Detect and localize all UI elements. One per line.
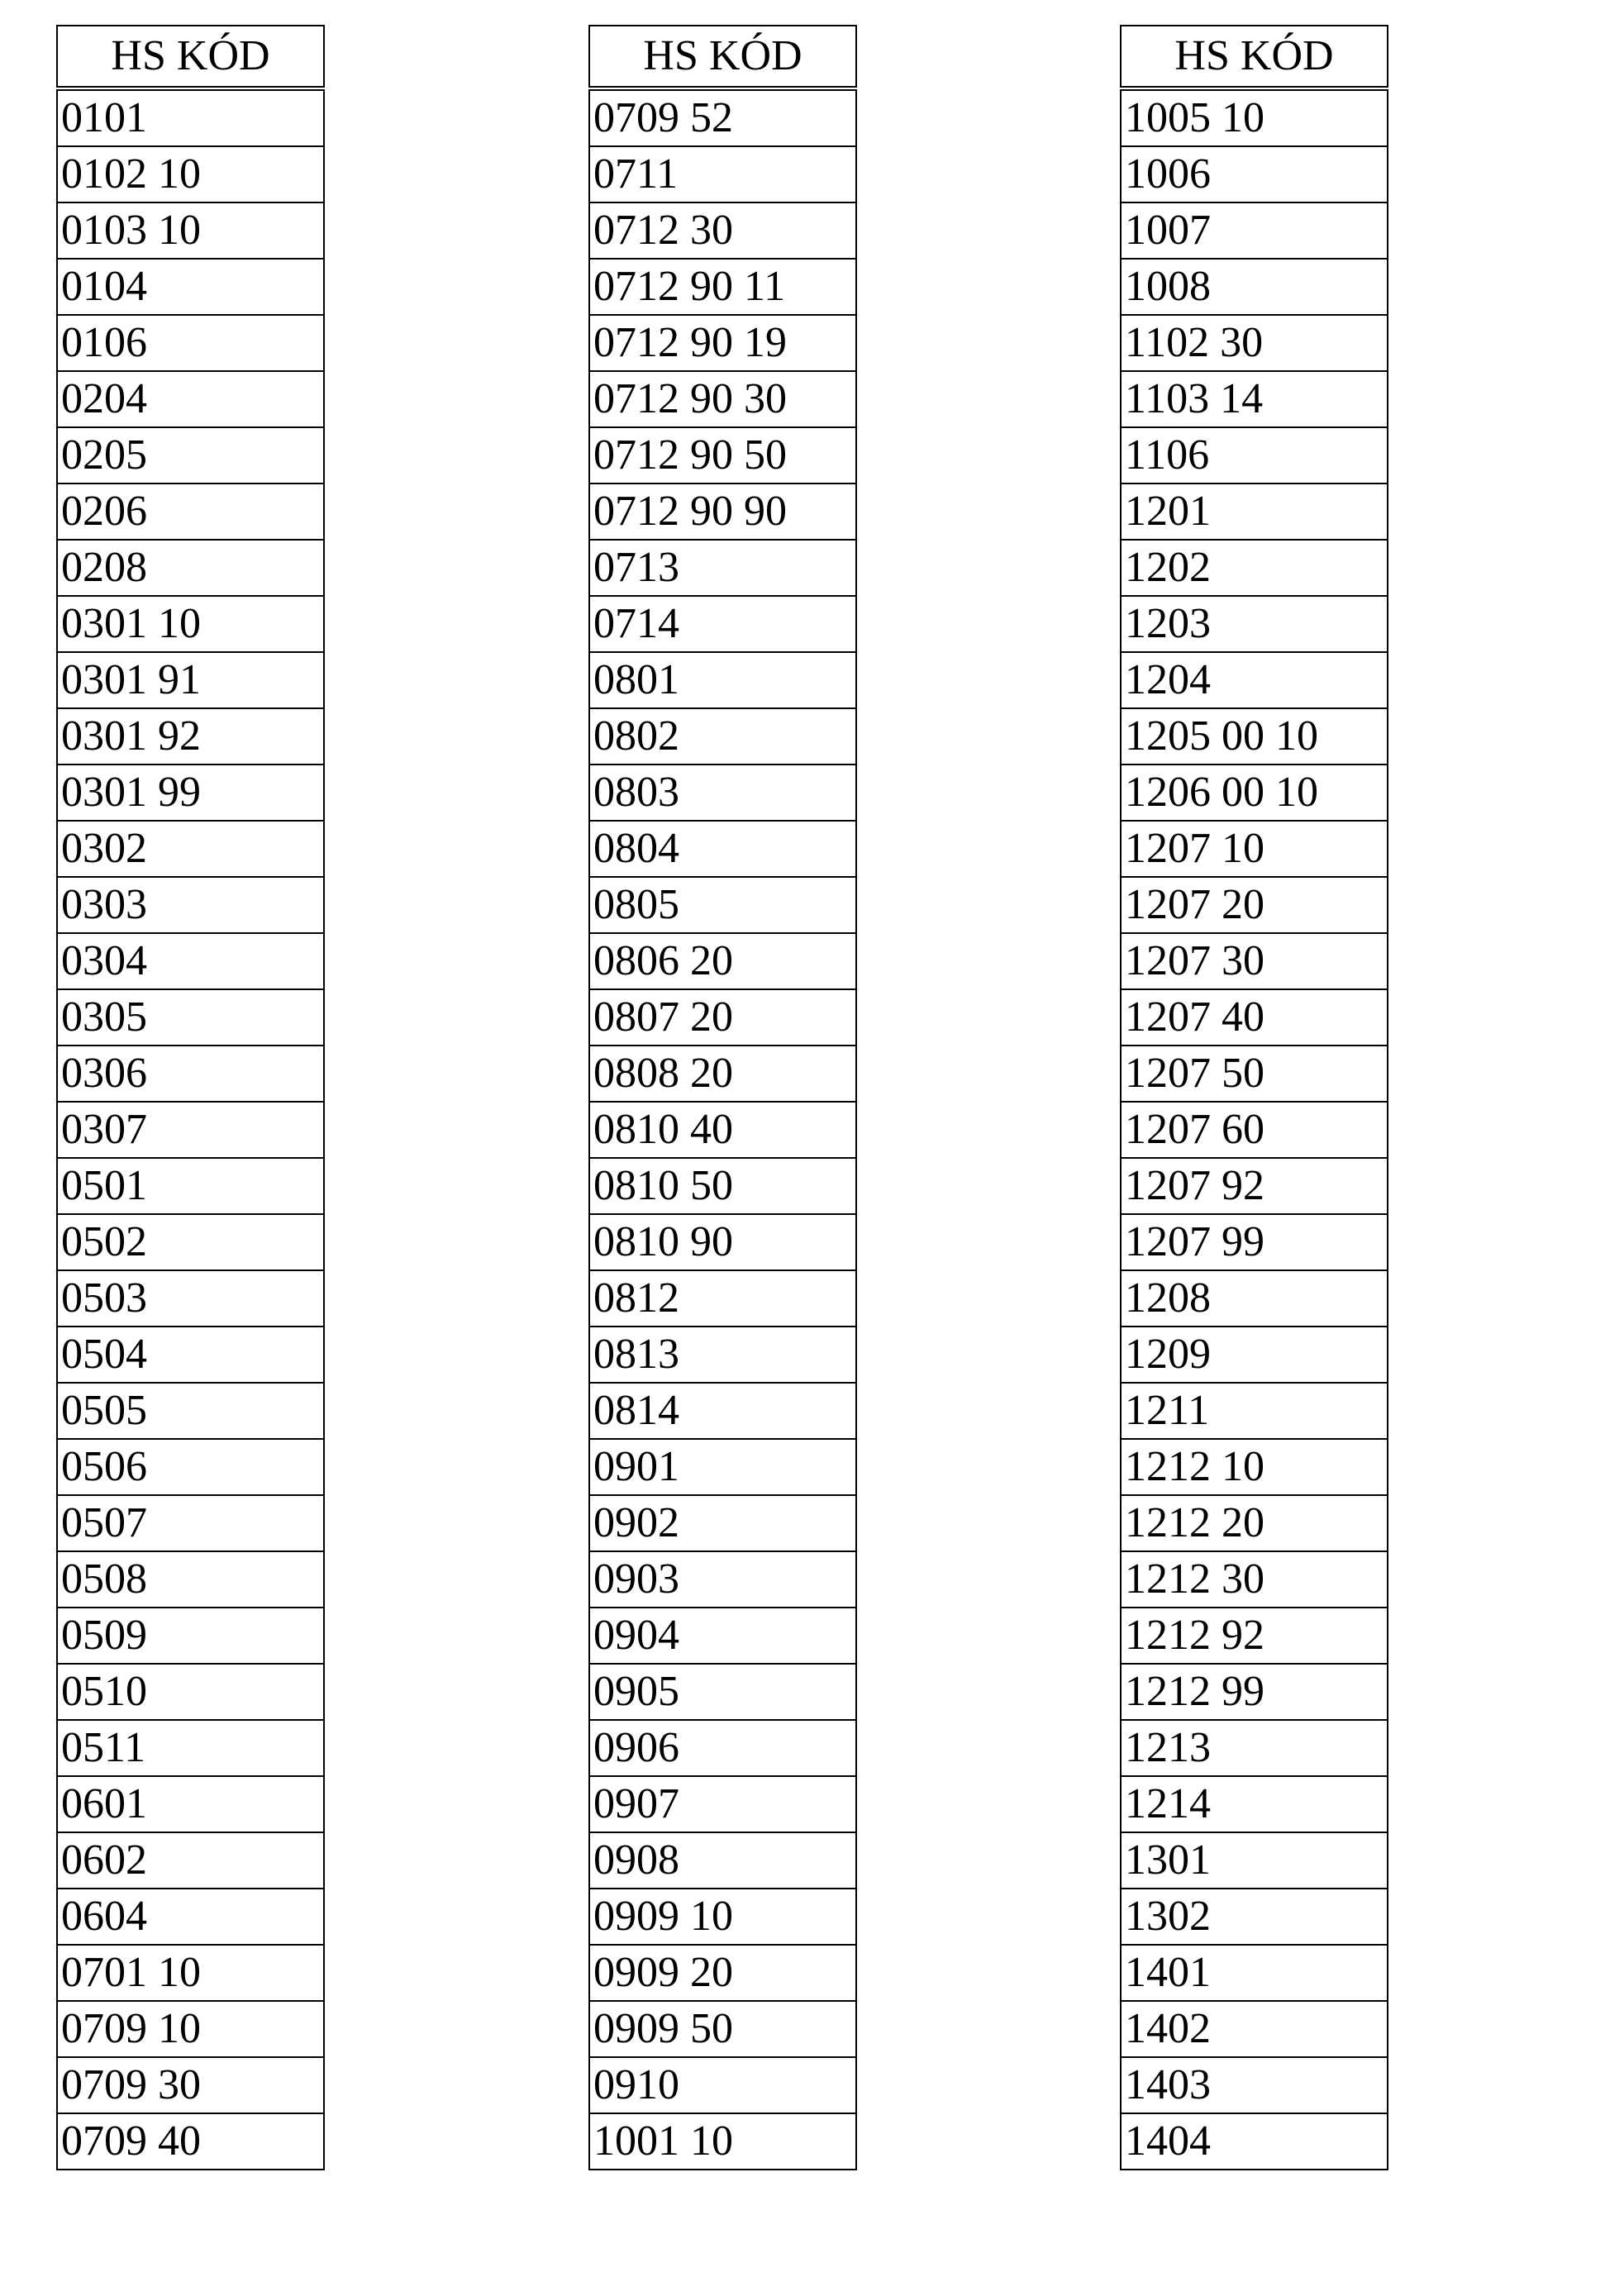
table-row — [589, 2113, 856, 2170]
table-row — [1121, 2057, 1388, 2113]
hs-code-cell: 1207 92 — [1121, 1158, 1388, 1214]
table-row — [589, 596, 856, 652]
hs-code-cell: 1301 — [1121, 1832, 1388, 1889]
table-row — [589, 1214, 856, 1270]
hs-code-cell: 0711 — [589, 146, 856, 202]
table-row — [1121, 88, 1388, 146]
hs-code-cell: 0304 — [57, 933, 324, 989]
table-row — [1121, 1327, 1388, 1383]
hs-code-cell: 1006 — [1121, 146, 1388, 202]
hs-code-cell: 0709 40 — [57, 2113, 324, 2170]
table-row — [57, 1495, 324, 1551]
hs-code-cell: 0501 — [57, 1158, 324, 1214]
hs-code-cell: 0301 99 — [57, 765, 324, 821]
hs-code-cell: 0709 30 — [57, 2057, 324, 2113]
table-row — [589, 427, 856, 483]
table-row — [589, 1832, 856, 1889]
table-row — [1121, 821, 1388, 877]
hs-code-cell: 0509 — [57, 1608, 324, 1664]
table-row — [1121, 1046, 1388, 1102]
table-row — [1121, 1551, 1388, 1608]
table-row — [589, 1776, 856, 1832]
table-row — [57, 427, 324, 483]
table-row — [589, 1664, 856, 1720]
hs-code-cell: 1212 99 — [1121, 1664, 1388, 1720]
hs-code-cell: 0507 — [57, 1495, 324, 1551]
hs-code-cell: 1214 — [1121, 1776, 1388, 1832]
hs-code-cell: 0712 90 30 — [589, 371, 856, 427]
hs-code-cell: 1207 99 — [1121, 1214, 1388, 1270]
table-row — [1121, 259, 1388, 315]
hs-code-cell: 1201 — [1121, 483, 1388, 540]
hs-code-table-2 — [588, 25, 857, 2170]
table-row — [57, 1608, 324, 1664]
table-row — [57, 1551, 324, 1608]
table-row — [57, 596, 324, 652]
table-row — [57, 1832, 324, 1889]
table-row — [589, 1889, 856, 1945]
table-row — [589, 2057, 856, 2113]
column-header: HS KÓD — [57, 26, 324, 88]
hs-code-cell: 1207 10 — [1121, 821, 1388, 877]
table-row — [1121, 483, 1388, 540]
hs-code-cell: 1206 00 10 — [1121, 765, 1388, 821]
table-row — [589, 652, 856, 708]
hs-code-table-3 — [1120, 25, 1388, 2170]
table-row — [1121, 371, 1388, 427]
table-row — [1121, 1720, 1388, 1776]
table-row — [57, 1720, 324, 1776]
hs-code-cell: 0205 — [57, 427, 324, 483]
hs-code-cell: 1402 — [1121, 2001, 1388, 2057]
table-row — [589, 708, 856, 765]
hs-code-cell: 1207 40 — [1121, 989, 1388, 1046]
table-row — [589, 2001, 856, 2057]
hs-code-cell: 0810 50 — [589, 1158, 856, 1214]
table-row — [57, 371, 324, 427]
hs-code-cell: 0505 — [57, 1383, 324, 1439]
table-row — [1121, 1158, 1388, 1214]
hs-code-cell: 1212 92 — [1121, 1608, 1388, 1664]
hs-code-cell: 0803 — [589, 765, 856, 821]
hs-code-cell: 1202 — [1121, 540, 1388, 596]
hs-code-cell: 0909 20 — [589, 1945, 856, 2001]
hs-code-cell: 0103 10 — [57, 202, 324, 259]
hs-code-cell: 0714 — [589, 596, 856, 652]
hs-code-cell: 0908 — [589, 1832, 856, 1889]
hs-code-cell: 1401 — [1121, 1945, 1388, 2001]
hs-code-cell: 0804 — [589, 821, 856, 877]
table-row — [589, 933, 856, 989]
hs-code-cell: 0901 — [589, 1439, 856, 1495]
table-row — [1121, 1832, 1388, 1889]
hs-code-cell: 0805 — [589, 877, 856, 933]
table-row — [57, 88, 324, 146]
hs-code-cell: 0712 90 50 — [589, 427, 856, 483]
hs-code-cell: 1001 10 — [589, 2113, 856, 2170]
table-row — [589, 540, 856, 596]
hs-code-cell: 0305 — [57, 989, 324, 1046]
hs-code-cell: 0709 10 — [57, 2001, 324, 2057]
table-row — [589, 1383, 856, 1439]
table-row — [1121, 1664, 1388, 1720]
table-row — [589, 1551, 856, 1608]
hs-code-cell: 1207 60 — [1121, 1102, 1388, 1158]
hs-code-cell: 0303 — [57, 877, 324, 933]
table-row — [57, 877, 324, 933]
hs-code-cell: 0810 40 — [589, 1102, 856, 1158]
table-row — [57, 1102, 324, 1158]
hs-code-cell: 0208 — [57, 540, 324, 596]
hs-code-cell: 0806 20 — [589, 933, 856, 989]
table-row — [589, 483, 856, 540]
table-body — [589, 88, 856, 2170]
table-row — [57, 1214, 324, 1270]
hs-code-cell: 0510 — [57, 1664, 324, 1720]
table-row — [1121, 1383, 1388, 1439]
table-row — [57, 1889, 324, 1945]
hs-code-cell: 0503 — [57, 1270, 324, 1327]
hs-code-cell: 0602 — [57, 1832, 324, 1889]
hs-code-cell: 1213 — [1121, 1720, 1388, 1776]
table-row — [1121, 315, 1388, 371]
hs-code-cell: 0301 91 — [57, 652, 324, 708]
hs-code-cell: 1205 00 10 — [1121, 708, 1388, 765]
hs-code-cell: 0306 — [57, 1046, 324, 1102]
table-row — [589, 821, 856, 877]
table-row — [1121, 1439, 1388, 1495]
column-header: HS KÓD — [589, 26, 856, 88]
table-row — [589, 146, 856, 202]
table-row — [57, 652, 324, 708]
hs-code-cell: 0812 — [589, 1270, 856, 1327]
hs-code-cell: 1207 20 — [1121, 877, 1388, 933]
table-row — [57, 2057, 324, 2113]
table-row — [57, 1046, 324, 1102]
hs-code-cell: 0906 — [589, 1720, 856, 1776]
table-row — [589, 88, 856, 146]
hs-code-cell: 1212 30 — [1121, 1551, 1388, 1608]
table-row — [57, 315, 324, 371]
table-row — [57, 1270, 324, 1327]
hs-code-cell: 0302 — [57, 821, 324, 877]
hs-code-cell: 1208 — [1121, 1270, 1388, 1327]
table-row — [57, 1327, 324, 1383]
hs-code-cell: 1212 10 — [1121, 1439, 1388, 1495]
table-row — [1121, 877, 1388, 933]
hs-code-cell: 0712 90 90 — [589, 483, 856, 540]
hs-code-cell: 0502 — [57, 1214, 324, 1270]
hs-code-cell: 1106 — [1121, 427, 1388, 483]
hs-code-cell: 0102 10 — [57, 146, 324, 202]
table-row — [57, 1945, 324, 2001]
table-row — [589, 1720, 856, 1776]
hs-code-cell: 0506 — [57, 1439, 324, 1495]
hs-code-cell: 0701 10 — [57, 1945, 324, 2001]
hs-code-cell: 0307 — [57, 1102, 324, 1158]
table-row — [1121, 1102, 1388, 1158]
table-row — [589, 1439, 856, 1495]
hs-code-cell: 0907 — [589, 1776, 856, 1832]
table-row — [57, 1383, 324, 1439]
table-body — [57, 88, 324, 2170]
hs-code-cell: 0902 — [589, 1495, 856, 1551]
hs-code-cell: 0909 50 — [589, 2001, 856, 2057]
table-row — [589, 315, 856, 371]
hs-code-cell: 0814 — [589, 1383, 856, 1439]
hs-code-cell: 1207 50 — [1121, 1046, 1388, 1102]
table-row — [1121, 146, 1388, 202]
table-row — [1121, 933, 1388, 989]
table-row — [1121, 427, 1388, 483]
table-row — [1121, 2001, 1388, 2057]
table-row — [57, 1158, 324, 1214]
table-row — [1121, 596, 1388, 652]
table-row — [57, 708, 324, 765]
table-body — [1121, 88, 1388, 2170]
hs-code-cell: 0712 90 19 — [589, 315, 856, 371]
table-row — [1121, 1608, 1388, 1664]
hs-code-cell: 0807 20 — [589, 989, 856, 1046]
table-row — [1121, 1776, 1388, 1832]
table-row — [589, 1945, 856, 2001]
hs-code-cell: 1005 10 — [1121, 88, 1388, 146]
hs-code-cell: 0909 10 — [589, 1889, 856, 1945]
table-row — [589, 1102, 856, 1158]
table-row — [1121, 708, 1388, 765]
hs-code-cell: 0713 — [589, 540, 856, 596]
table-row — [1121, 989, 1388, 1046]
hs-code-cell: 0709 52 — [589, 88, 856, 146]
hs-code-cell: 0903 — [589, 1551, 856, 1608]
table-row — [1121, 765, 1388, 821]
table-row — [57, 989, 324, 1046]
table-row — [1121, 202, 1388, 259]
table-row — [589, 202, 856, 259]
table-row — [589, 1495, 856, 1551]
hs-code-cell: 1102 30 — [1121, 315, 1388, 371]
hs-code-cell: 1302 — [1121, 1889, 1388, 1945]
column-header: HS KÓD — [1121, 26, 1388, 88]
table-row — [1121, 1495, 1388, 1551]
table-row — [57, 2113, 324, 2170]
hs-code-cell: 1209 — [1121, 1327, 1388, 1383]
hs-code-cell: 1008 — [1121, 259, 1388, 315]
hs-code-cell: 0104 — [57, 259, 324, 315]
table-row — [589, 259, 856, 315]
hs-code-cell: 1212 20 — [1121, 1495, 1388, 1551]
hs-code-cell: 0504 — [57, 1327, 324, 1383]
hs-code-cell: 0810 90 — [589, 1214, 856, 1270]
hs-code-cell: 0802 — [589, 708, 856, 765]
table-row — [1121, 1270, 1388, 1327]
hs-code-cell: 0601 — [57, 1776, 324, 1832]
hs-code-cell: 0904 — [589, 1608, 856, 1664]
table-row — [57, 540, 324, 596]
hs-code-cell: 1203 — [1121, 596, 1388, 652]
table-row — [589, 1046, 856, 1102]
table-row — [1121, 1945, 1388, 2001]
hs-code-cell: 0301 92 — [57, 708, 324, 765]
hs-code-cell: 1404 — [1121, 2113, 1388, 2170]
hs-code-cell: 0905 — [589, 1664, 856, 1720]
table-row — [1121, 540, 1388, 596]
hs-code-cell: 0206 — [57, 483, 324, 540]
table-row — [1121, 1214, 1388, 1270]
hs-code-cell: 1207 30 — [1121, 933, 1388, 989]
table-row — [1121, 1889, 1388, 1945]
table-row — [589, 989, 856, 1046]
table-row — [57, 821, 324, 877]
table-row — [57, 259, 324, 315]
hs-code-cell: 0712 30 — [589, 202, 856, 259]
hs-code-cell: 0106 — [57, 315, 324, 371]
hs-code-cell: 0604 — [57, 1889, 324, 1945]
hs-code-cell: 1403 — [1121, 2057, 1388, 2113]
hs-code-cell: 0511 — [57, 1720, 324, 1776]
hs-code-cell: 0808 20 — [589, 1046, 856, 1102]
table-row — [57, 1776, 324, 1832]
table-row — [589, 1327, 856, 1383]
hs-code-cell: 0813 — [589, 1327, 856, 1383]
hs-code-cell: 0204 — [57, 371, 324, 427]
table-row — [589, 1158, 856, 1214]
table-row — [589, 1608, 856, 1664]
table-row — [57, 146, 324, 202]
hs-code-cell: 1204 — [1121, 652, 1388, 708]
hs-code-cell: 1211 — [1121, 1383, 1388, 1439]
table-row — [589, 765, 856, 821]
hs-code-cell: 0301 10 — [57, 596, 324, 652]
table-row — [57, 202, 324, 259]
hs-code-cell: 0712 90 11 — [589, 259, 856, 315]
table-row — [57, 483, 324, 540]
table-row — [589, 877, 856, 933]
table-row — [589, 371, 856, 427]
table-row — [57, 2001, 324, 2057]
table-row — [1121, 2113, 1388, 2170]
table-row — [57, 933, 324, 989]
hs-code-cell: 1103 14 — [1121, 371, 1388, 427]
table-row — [57, 765, 324, 821]
table-row — [589, 1270, 856, 1327]
table-row — [1121, 652, 1388, 708]
table-row — [57, 1439, 324, 1495]
hs-code-cell: 0910 — [589, 2057, 856, 2113]
table-row — [57, 1664, 324, 1720]
hs-code-table-1 — [56, 25, 325, 2170]
hs-code-cell: 1007 — [1121, 202, 1388, 259]
hs-code-cell: 0101 — [57, 88, 324, 146]
hs-code-cell: 0508 — [57, 1551, 324, 1608]
hs-code-cell: 0801 — [589, 652, 856, 708]
